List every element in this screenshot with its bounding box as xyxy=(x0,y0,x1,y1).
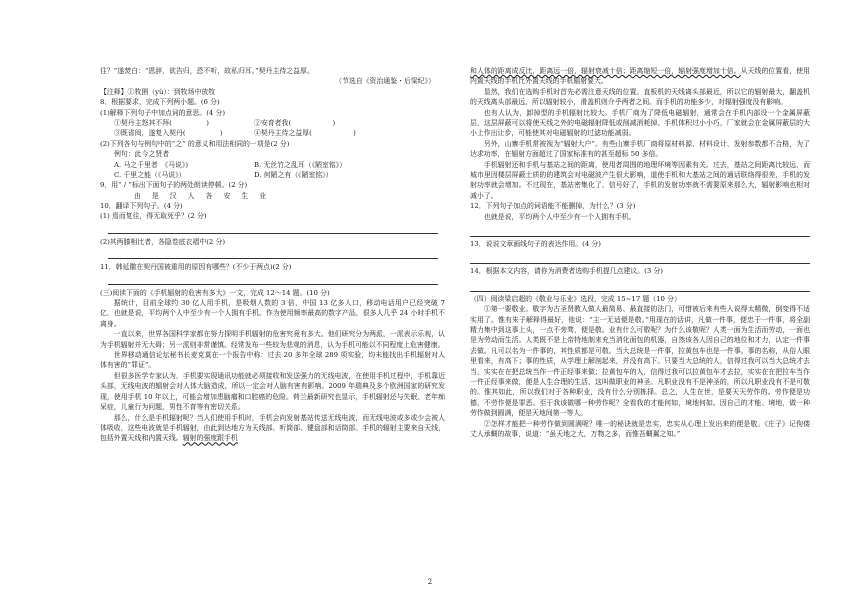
choices-row1 xyxy=(100,160,445,170)
question-8-1-row1 xyxy=(100,118,445,128)
paragraph-text: 从天线的位置看，使用内置天线的手机比外置天线的手机辐射要大。 xyxy=(470,67,811,86)
page-number: 2 xyxy=(427,578,433,586)
item-b: ②安育者我( ) xyxy=(254,118,336,127)
question-8-1-row2 xyxy=(100,128,445,138)
choice-a: A. 马之千里者 《马说》) xyxy=(114,160,189,169)
paragraph: 另外，山寨手机常被视为“辐射大户”。有些山寨手机厂商将原材料源、材料设计、发射参数都不合格，为了达求功率，在辐射方面超过了国家标准有的甚至超标 50 多倍。 xyxy=(470,139,810,159)
answer-line[interactable] xyxy=(108,224,438,234)
question-14: 14．根据本文内容，请你为消费者选购手机提几点建议。(3 分) xyxy=(470,267,663,276)
paragraph xyxy=(100,413,445,444)
paragraph: 但很多医学专家认为，手机要实现通讯功能就必须接收和发送强力的无线电波，在使用手机过程中，手机靠近头部，无线电波的辐射会对人体大脑造成，所以一定会对人脑有害有影响。2009 年瑞典及多个欧洲国家的研究发现，使用手机 10 年以上，可能会增加患脑瘤和口腔癌的危险。荷兰最新研究也显示，手机辐射还与失眠、老年痴呆症，儿童行为问题，男性不育等有密切关系。 xyxy=(100,371,445,412)
choices-row2 xyxy=(100,170,445,180)
paragraph: 一直以来，世界各国科学家都在努力探明手机辐射的危害究竟有多大。他们研究分为两派，一派表示乐观，认为手机辐射并无大碍；另一派则非常谨慎。经常发布一些较为悲观的消息，认为手机可能以不同程度上危害健康。 xyxy=(100,330,445,349)
question-8-2: (2)下列各句与例句中的“之” 的意义和用法相同的一项是(2 分) xyxy=(100,139,290,148)
question-9: 9．用“ / ”标出下面句子的两处朗读停顿。(2 分) xyxy=(100,181,248,190)
text-line: 往？”遂焚白：“恩辞，欲告归，恐不听，故私归耳。”契丹主待之益厚。 xyxy=(100,67,314,75)
left-column xyxy=(100,66,445,444)
answer-line[interactable] xyxy=(108,275,438,285)
underlined-sentence: 辐射的强度跟手机 xyxy=(182,434,238,443)
question-11: 11．韩延徽在契丹国被重用的原因有哪些？(不少于两点)(2 分) xyxy=(100,263,292,272)
choice-c: C. 千里之能（《马说》） xyxy=(114,170,186,179)
question-8: 8．根据要求，完成下列两小题。(6 分) xyxy=(100,98,220,107)
question-10-1: (1) 焉而复往，得无取死乎？(2 分) xyxy=(100,212,207,221)
paragraph: 显然，我们在选购手机时首先必需注意天线的位置。直板机的天线离头部最近，所以它的辐射最大，翻盖机的天线离头部最远，所以辐射较小，滑盖机则介乎两者之间。而手机的功能多少，对辐射强度没有影响。 xyxy=(470,87,810,107)
section-4-heading: （四）阅读梁启超的《敬业与乐业》选段，完成 15~17 题（10 分） xyxy=(470,294,681,303)
paragraph: 据统计，目前全球约 30 亿人用手机，是吸烟人数的 3 倍，中国 13 亿多人口，移动电话用户已经突破 7 亿，也就是说，平均两个人中至少有一个人拥有手机。作为使用频率最高的数字产品，很多人几乎 24 小时手机不离身。 xyxy=(100,299,445,328)
pause-sentence: 由是汉人各安生业 xyxy=(134,191,278,200)
choice-b: B. 无丝竹之乱耳（《陋室铭》） xyxy=(254,160,347,169)
question-8-1: (1)解释下列句子中加点词的意思。(4 分) xyxy=(100,108,226,117)
section-3-heading: (三)阅读下面的《手机辐射的危害有多大》一文，完成 12～14 题。(10 分) xyxy=(100,288,330,297)
item-d: ④契丹主待之益厚( ) xyxy=(254,129,356,138)
paragraph xyxy=(470,66,810,87)
annotation-note: 【注释】①牧圉（yǔ）：到牧场中放牧 xyxy=(100,87,216,96)
paragraph: 也有人认为，卸掉型的手机辐射比较大。手机厂商为了降低电磁辐射，通常会在手机内部设一个金属屏蔽层，这层屏蔽可以将使天线之外的电磁辐射降低或削减消耗掉。手机体积过小小巧，厂家就会在金属屏蔽层的大小上作出让步，可能使其对电磁辐射的过滤功能减弱。 xyxy=(470,108,810,138)
underlined-sentence: 和人体的距离成反比，距离远一倍，辐射衰减十倍；距离缩短一倍，辐射强度增加十倍。 xyxy=(470,67,741,75)
answer-line[interactable] xyxy=(470,281,810,292)
paragraph-text: 那么，什么是手机辐射呢？当人们使用手机时，手机会向发射基站传送无线电波，而无线电波或多或少会被人体吸收，这些电波就是手机辐射，由此到达地方为天线部、听筒部、键盘部和话筒部。手机的辐射主要来自天线，包括外置天线和内置天线。 xyxy=(100,413,445,443)
answer-line[interactable] xyxy=(470,226,810,237)
right-column xyxy=(470,66,810,440)
question-12: 12．下列句子加点的词语能不能删掉，为什么？(3 分) xyxy=(470,202,636,211)
item-a: ①契丹主怒其不拜( ) xyxy=(114,118,209,127)
choice-d: D. 何陋之有（《陋室铭》） xyxy=(254,170,333,179)
question-12-sentence: 也就是说，平均两个人中至少有一个人拥有手机。 xyxy=(484,212,636,221)
item-c: ③既省阅，遂复入契丹( ) xyxy=(114,129,223,138)
question-10-2: (2)其两膝相比者，各隐卷底衣褶中(2 分) xyxy=(100,237,226,246)
question-13: 13．说说文章画线句子的表达作用。(4 分) xyxy=(470,240,601,249)
answer-line[interactable] xyxy=(108,249,438,259)
answer-line[interactable] xyxy=(470,253,810,264)
example-sentence: 例句：此今之贤者 xyxy=(114,150,170,159)
question-10: 10．翻译下列句子。(4 分) xyxy=(100,202,183,211)
paragraph: 手机辐射还和手机与基站之间的距离，使用者周围的地理环境等因素有关。过去，基站之间距离比较远，而城市里因楼层屏蔽土质的的建筑会对电磁波产生很大影响，道使手机和大基站之间的通话联络得很差，手机的发射功率就会增加。不过现在，基站密集化了，信号好了，手机的发射功率就不需要原来那么大，辐射影响也相对减小了。 xyxy=(470,160,810,200)
paragraph: 世界移动通信论坛秘书长麦克莫在一个报告中称：过去 20 多年全球 289 项实验，均未能找出手机辐射对人体有害的“罪证”。 xyxy=(100,351,445,370)
source-citation: （节选自《资治通鉴・后梁纪》） xyxy=(335,77,435,86)
paragraph: ②怎样才能把一种劳作做到圆满呢？唯一的秘诀就是忠实，忠实从心理上发出来的便是敬。《庄子》记佝偻丈人承蜩的故事，说道：“虽天地之大，万物之多，而惟吾蜩翼之知。” xyxy=(470,419,810,439)
paragraph: ①第一要敬业。敬字为古圣贤教人做人最简易、最直接的法门，可惜被后来有些人说得太精微，倒变得不适实用了。惟有朱子解释得最好，他说：“主一无适便是敬。”用现在的话讲，凡做一件事，便忠于一件事，将全副精力集中到这事上头，一点不旁骛，便是敬。业有什么可敬呢？为什么该敬呢？人类一面为生活而劳动，一面也是为劳动而生活。人类既不是上帝特地制来充当消化面包的机器，自然该各人因自己的地位和才力，认定一件事去做。凡可以名为一件事的，其性质都是可敬。当大总统是一件事，拉黄包车也是一件事。事的名称，从俗人眼里看来，有高下；事的性质，从学理上解剖起来，并没有高下。只要当大总统的人，信得过我可以当大总统才去当，实实在在把总统当作一件正经事来做；拉黄包车的人，信得过我可以拉黄包车才去拉，实实在在把拉车当作一件正经事来做，便是人生合理的生活，这叫做职业的神圣。凡职业没有不是神圣的，所以凡职业没有不是可敬的。惟其如此，所以我们对于各种职业，没有什么分别拣择。总之，人生在世，是要天天劳作的。劳作便是功德，不劳作便是罪恶。至于我该做哪一种劳作呢？全看我的才能何如，境地何如。因自己的才能、境地，做一种劳作做到圆满，便是天地间第一等人。 xyxy=(470,305,810,418)
